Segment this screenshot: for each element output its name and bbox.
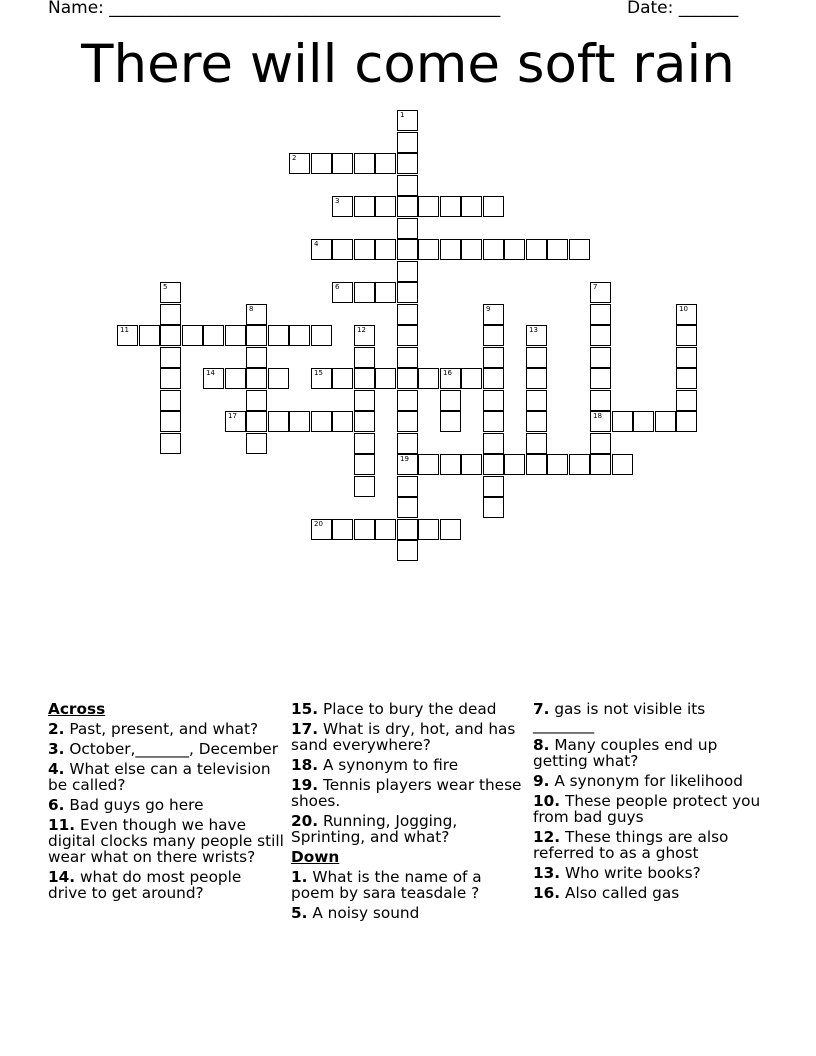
grid-cell[interactable] — [397, 325, 418, 346]
clue-item-text: What is dry, hot, and has sand everywhere? — [291, 720, 516, 754]
grid-cell[interactable] — [160, 368, 181, 389]
clue-item-number: 13. — [533, 864, 561, 882]
clue-item-number: 6. — [48, 796, 65, 814]
clue-item-number: 1. — [291, 868, 308, 886]
grid-cell[interactable] — [332, 519, 353, 540]
grid-cell[interactable] — [418, 519, 439, 540]
grid-cell[interactable] — [504, 239, 525, 260]
grid-cell[interactable] — [590, 282, 611, 303]
clue-number: 15 — [314, 369, 323, 377]
grid-cell[interactable] — [354, 519, 375, 540]
grid-cell[interactable] — [160, 390, 181, 411]
grid-cell[interactable] — [440, 390, 461, 411]
grid-cell[interactable] — [526, 411, 547, 432]
clue-item-number: 12. — [533, 828, 561, 846]
clue-item — [291, 813, 527, 845]
grid-cell[interactable] — [332, 239, 353, 260]
grid-cell[interactable] — [268, 411, 289, 432]
grid-cell[interactable] — [160, 411, 181, 432]
grid-cell[interactable] — [268, 368, 289, 389]
grid-cell[interactable] — [375, 282, 396, 303]
clue-item-text: Tennis players wear these shoes. — [291, 776, 522, 810]
clue-number: 18 — [593, 412, 602, 420]
grid-cell[interactable] — [483, 476, 504, 497]
date-field-label: Date: _______ — [627, 0, 739, 18]
grid-cell[interactable] — [461, 239, 482, 260]
clue-number: 12 — [357, 326, 366, 334]
name-field-label: Name: ______________________________________________ — [48, 0, 501, 18]
grid-cell[interactable] — [397, 476, 418, 497]
clue-number: 13 — [529, 326, 538, 334]
grid-cell[interactable] — [397, 454, 418, 475]
grid-cell[interactable] — [289, 325, 310, 346]
clue-number: 17 — [228, 412, 237, 420]
grid-cell[interactable] — [375, 153, 396, 174]
grid-cell[interactable] — [676, 411, 697, 432]
section-heading: Across — [48, 700, 106, 718]
clue-item-text: A synonym to fire — [322, 756, 459, 774]
clue-item — [48, 761, 284, 793]
grid-cell[interactable] — [246, 325, 267, 346]
grid-cell[interactable] — [311, 239, 332, 260]
grid-cell[interactable] — [397, 519, 418, 540]
grid-cell[interactable] — [375, 196, 396, 217]
clue-item-text: October,_______, December — [69, 740, 279, 758]
clue-item-text: Bad guys go here — [69, 796, 204, 814]
grid-cell[interactable] — [311, 368, 332, 389]
clue-item — [48, 817, 284, 865]
grid-cell[interactable] — [590, 454, 611, 475]
grid-cell[interactable] — [569, 454, 590, 475]
grid-cell[interactable] — [203, 325, 224, 346]
grid-cell[interactable] — [418, 239, 439, 260]
grid-cell[interactable] — [483, 390, 504, 411]
clue-item — [291, 905, 527, 921]
clue-item — [291, 869, 527, 901]
grid-cell[interactable] — [289, 153, 310, 174]
grid-cell[interactable] — [354, 153, 375, 174]
grid-cell[interactable] — [483, 411, 504, 432]
grid-cell[interactable] — [483, 347, 504, 368]
clue-column-2 — [291, 701, 527, 925]
grid-cell[interactable] — [397, 196, 418, 217]
grid-cell[interactable] — [483, 433, 504, 454]
grid-cell[interactable] — [203, 368, 224, 389]
grid-cell[interactable] — [397, 282, 418, 303]
clue-item-text: Place to bury the dead — [322, 700, 497, 718]
grid-cell[interactable] — [246, 390, 267, 411]
section-heading: Down — [291, 848, 340, 866]
grid-cell[interactable] — [590, 304, 611, 325]
grid-cell[interactable] — [397, 218, 418, 239]
grid-cell[interactable] — [526, 390, 547, 411]
clue-item-text: Past, present, and what? — [69, 720, 259, 738]
clue-number: 9 — [486, 305, 491, 313]
clue-item — [533, 701, 769, 733]
grid-cell[interactable] — [332, 411, 353, 432]
grid-cell[interactable] — [354, 411, 375, 432]
grid-cell[interactable] — [440, 454, 461, 475]
clue-number: 3 — [335, 197, 340, 205]
clue-item-text: Also called gas — [564, 884, 680, 902]
grid-cell[interactable] — [461, 196, 482, 217]
clue-item-number: 2. — [48, 720, 65, 738]
grid-cell[interactable] — [526, 433, 547, 454]
clue-item-number: 5. — [291, 904, 308, 922]
grid-cell[interactable] — [246, 368, 267, 389]
clue-number: 16 — [443, 369, 452, 377]
clue-number: 11 — [120, 326, 129, 334]
clue-item — [533, 773, 769, 789]
grid-cell[interactable] — [676, 325, 697, 346]
grid-cell[interactable] — [354, 347, 375, 368]
grid-cell[interactable] — [139, 325, 160, 346]
clue-item-text: A synonym for likelihood — [554, 772, 744, 790]
grid-cell[interactable] — [397, 110, 418, 131]
grid-cell[interactable] — [225, 368, 246, 389]
clue-column-3 — [533, 701, 769, 905]
grid-cell[interactable] — [354, 325, 375, 346]
grid-cell[interactable] — [440, 519, 461, 540]
grid-cell[interactable] — [397, 347, 418, 368]
clue-item-text: What else can a television be called? — [48, 760, 271, 794]
clue-item-text: These things are also referred to as a ghost — [533, 828, 729, 862]
grid-cell[interactable] — [375, 368, 396, 389]
grid-cell[interactable] — [182, 325, 203, 346]
grid-cell[interactable] — [397, 433, 418, 454]
grid-cell[interactable] — [246, 433, 267, 454]
grid-cell[interactable] — [332, 282, 353, 303]
clue-number: 14 — [206, 369, 215, 377]
clue-item-number: 15. — [291, 700, 319, 718]
grid-cell[interactable] — [311, 411, 332, 432]
clue-item — [48, 741, 284, 757]
clue-number: 19 — [400, 455, 409, 463]
clue-item-number: 14. — [48, 868, 76, 886]
grid-cell[interactable] — [461, 454, 482, 475]
clue-item — [48, 869, 284, 901]
grid-cell[interactable] — [676, 304, 697, 325]
clue-item-number: 3. — [48, 740, 65, 758]
grid-cell[interactable] — [418, 368, 439, 389]
clue-item — [533, 885, 769, 901]
grid-cell[interactable] — [311, 153, 332, 174]
grid-cell[interactable] — [289, 411, 310, 432]
grid-cell[interactable] — [397, 497, 418, 518]
grid-cell[interactable] — [526, 347, 547, 368]
grid-cell[interactable] — [354, 390, 375, 411]
clue-item-text: Even though we have digital clocks many people still wear what on there wrists? — [48, 816, 284, 866]
grid-cell[interactable] — [483, 304, 504, 325]
grid-cell[interactable] — [418, 454, 439, 475]
clue-item-text: Many couples end up getting what? — [533, 736, 718, 770]
grid-cell[interactable] — [397, 132, 418, 153]
clue-item — [533, 865, 769, 881]
clue-item — [291, 777, 527, 809]
clue-number: 7 — [593, 283, 598, 291]
grid-cell[interactable] — [483, 239, 504, 260]
grid-cell[interactable] — [117, 325, 138, 346]
grid-cell[interactable] — [160, 325, 181, 346]
clue-column-1 — [48, 701, 284, 905]
grid-cell[interactable] — [246, 347, 267, 368]
grid-cell[interactable] — [397, 411, 418, 432]
grid-cell[interactable] — [397, 239, 418, 260]
grid-cell[interactable] — [483, 196, 504, 217]
grid-cell[interactable] — [676, 347, 697, 368]
grid-cell[interactable] — [590, 390, 611, 411]
grid-cell[interactable] — [160, 282, 181, 303]
grid-cell[interactable] — [633, 411, 654, 432]
grid-cell[interactable] — [311, 325, 332, 346]
grid-cell[interactable] — [354, 196, 375, 217]
grid-cell[interactable] — [676, 390, 697, 411]
grid-cell[interactable] — [526, 368, 547, 389]
grid-cell[interactable] — [354, 476, 375, 497]
grid-cell[interactable] — [375, 519, 396, 540]
grid-cell[interactable] — [160, 347, 181, 368]
grid-cell[interactable] — [246, 304, 267, 325]
grid-cell[interactable] — [354, 282, 375, 303]
clue-item-number: 20. — [291, 812, 319, 830]
clue-item-number: 8. — [533, 736, 550, 754]
grid-cell[interactable] — [483, 497, 504, 518]
grid-cell[interactable] — [397, 304, 418, 325]
grid-cell[interactable] — [332, 153, 353, 174]
grid-cell[interactable] — [504, 454, 525, 475]
grid-cell[interactable] — [332, 196, 353, 217]
clue-item-text: what do most people drive to get around? — [48, 868, 242, 902]
grid-cell[interactable] — [612, 411, 633, 432]
page-title: There will come soft rain — [81, 34, 735, 95]
clue-item-text: Who write books? — [564, 864, 701, 882]
grid-cell[interactable] — [225, 325, 246, 346]
clue-number: 6 — [335, 283, 340, 291]
grid-cell[interactable] — [246, 411, 267, 432]
grid-cell[interactable] — [569, 239, 590, 260]
grid-cell[interactable] — [547, 454, 568, 475]
grid-cell[interactable] — [225, 411, 246, 432]
grid-cell[interactable] — [440, 239, 461, 260]
clue-number: 8 — [249, 305, 254, 313]
clue-item-number: 7. — [533, 700, 550, 718]
clue-item-number: 18. — [291, 756, 319, 774]
grid-cell[interactable] — [440, 368, 461, 389]
grid-cell[interactable] — [332, 368, 353, 389]
grid-cell[interactable] — [354, 368, 375, 389]
grid-cell[interactable] — [526, 239, 547, 260]
grid-cell[interactable] — [483, 325, 504, 346]
grid-cell[interactable] — [590, 411, 611, 432]
grid-cell[interactable] — [397, 175, 418, 196]
grid-cell[interactable] — [160, 433, 181, 454]
clue-item — [533, 829, 769, 861]
grid-cell[interactable] — [590, 368, 611, 389]
grid-cell[interactable] — [655, 411, 676, 432]
clue-item — [291, 757, 527, 773]
clue-item — [291, 721, 527, 753]
clue-item-text: These people protect you from bad guys — [533, 792, 761, 826]
clue-item-number: 9. — [533, 772, 550, 790]
clue-number: 4 — [314, 240, 319, 248]
grid-cell[interactable] — [397, 153, 418, 174]
clue-item-number: 16. — [533, 884, 561, 902]
clue-item-number: 17. — [291, 720, 319, 738]
clue-item — [48, 797, 284, 813]
clue-number: 1 — [400, 111, 405, 119]
grid-cell[interactable] — [612, 454, 633, 475]
grid-cell[interactable] — [354, 239, 375, 260]
grid-cell[interactable] — [547, 239, 568, 260]
clue-number: 2 — [292, 154, 297, 162]
grid-cell[interactable] — [461, 368, 482, 389]
clue-item — [533, 793, 769, 825]
clue-number: 20 — [314, 520, 323, 528]
clue-number: 10 — [679, 305, 688, 313]
clue-item — [48, 721, 284, 737]
clue-item — [291, 701, 527, 717]
grid-cell[interactable] — [268, 325, 289, 346]
grid-cell[interactable] — [483, 368, 504, 389]
grid-cell[interactable] — [397, 540, 418, 561]
clue-number: 5 — [163, 283, 168, 291]
grid-cell[interactable] — [397, 390, 418, 411]
grid-cell[interactable] — [590, 433, 611, 454]
clue-item-text: A noisy sound — [312, 904, 420, 922]
grid-cell[interactable] — [526, 325, 547, 346]
grid-cell[interactable] — [483, 454, 504, 475]
clue-item-text: gas is not visible its ________ — [533, 700, 706, 734]
grid-cell[interactable] — [440, 411, 461, 432]
grid-cell[interactable] — [590, 347, 611, 368]
grid-cell[interactable] — [397, 368, 418, 389]
grid-cell[interactable] — [418, 196, 439, 217]
grid-cell[interactable] — [375, 239, 396, 260]
grid-cell[interactable] — [354, 454, 375, 475]
clue-item — [533, 737, 769, 769]
grid-cell[interactable] — [440, 196, 461, 217]
grid-cell[interactable] — [526, 454, 547, 475]
clue-item-text: Running, Jogging, Sprinting, and what? — [291, 812, 458, 846]
clue-item-text: What is the name of a poem by sara teasdale ? — [291, 868, 482, 902]
grid-cell[interactable] — [676, 368, 697, 389]
clue-item-number: 19. — [291, 776, 319, 794]
grid-cell[interactable] — [160, 304, 181, 325]
grid-cell[interactable] — [354, 433, 375, 454]
grid-cell[interactable] — [311, 519, 332, 540]
grid-cell[interactable] — [590, 325, 611, 346]
grid-cell[interactable] — [397, 261, 418, 282]
clue-item-number: 10. — [533, 792, 561, 810]
clue-item-number: 11. — [48, 816, 76, 834]
clue-item-number: 4. — [48, 760, 65, 778]
